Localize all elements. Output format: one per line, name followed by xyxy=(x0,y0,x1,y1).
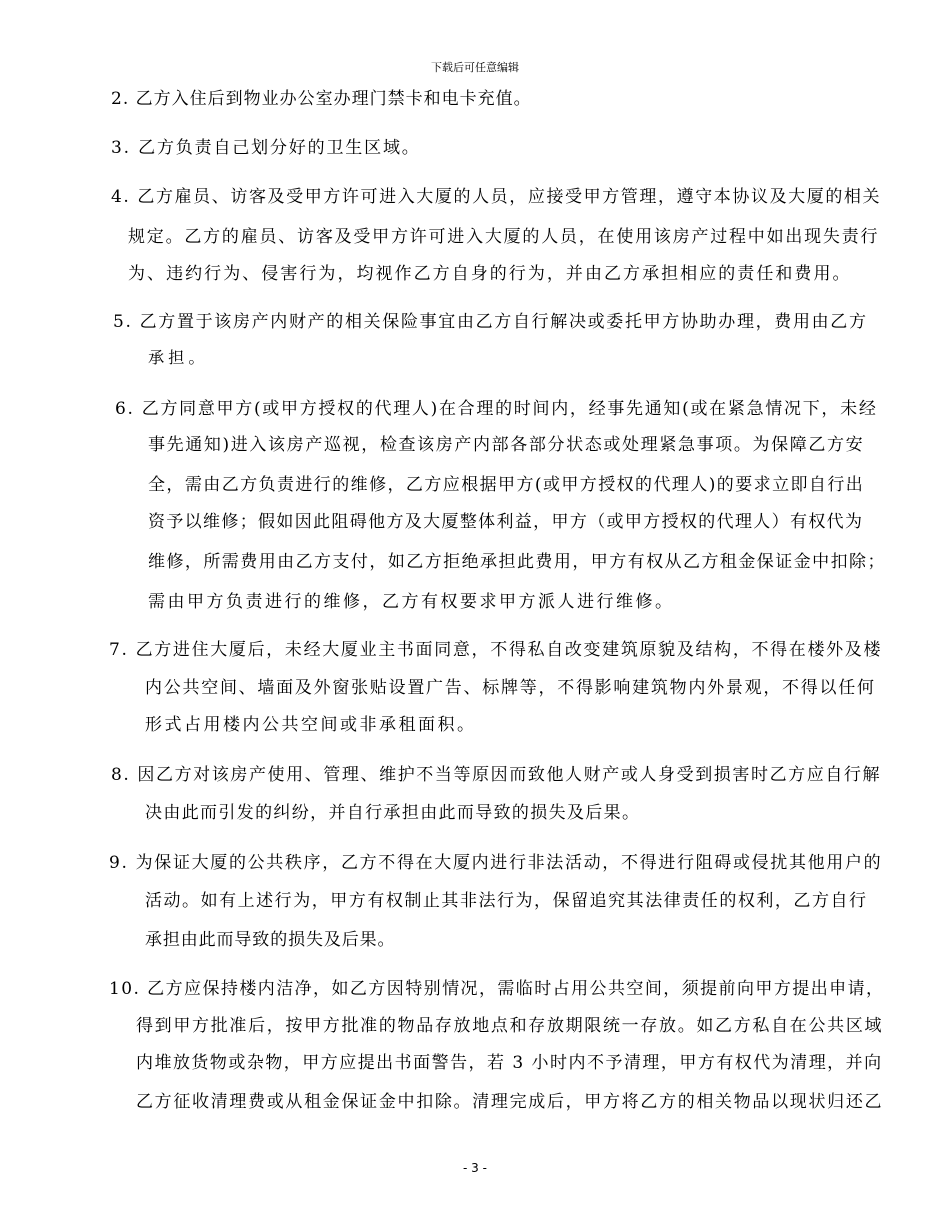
clause-10-line-2: 得到甲方批准后，按甲方批准的物品存放地点和存放期限统一存放。如乙方私自在公共区域 xyxy=(136,1016,884,1036)
clause-10-line-3: 内堆放货物或杂物，甲方应提出书面警告，若 3 小时内不予清理，甲方有权代为清理，并向 xyxy=(136,1053,883,1073)
clause-9-line-1: 9. 为保证大厦的公共秩序，乙方不得在大厦内进行非法活动，不得进行阻碍或侵扰其他用户的 xyxy=(109,853,883,873)
clause-5-line-2: 承担。 xyxy=(148,348,209,367)
clause-8-line-2: 决由此而引发的纠纷，并自行承担由此而导致的损失及后果。 xyxy=(145,803,641,823)
clause-6-line-3: 全，需由乙方负责进行的维修，乙方应根据甲方(或甲方授权的代理人)的要求立即自行出 xyxy=(148,475,865,495)
clause-8-line-1: 8. 因乙方对该房产使用、管理、维护不当等原因而致他人财产或人身受到损害时乙方应自行解 xyxy=(111,765,882,785)
clause-6-line-6: 需由甲方负责进行的维修，乙方有权要求甲方派人进行维修。 xyxy=(148,592,675,612)
clause-9-line-3: 承担由此而导致的损失及后果。 xyxy=(145,930,396,950)
clause-9-line-2: 活动。如有上述行为，甲方有权制止其非法行为，保留追究其法律责任的权利，乙方自行 xyxy=(145,891,868,911)
clause-2-line-1: 2. 乙方入住后到物业办公室办理门禁卡和电卡充值。 xyxy=(111,89,532,109)
page-header: 下载后可任意编辑 xyxy=(431,61,519,74)
clause-7-line-1: 7. 乙方进住大厦后，未经大厦业主书面同意，不得私自改变建筑原貌及结构，不得在楼外及楼 xyxy=(109,640,883,660)
clause-4-line-2: 规定。乙方的雇员、访客及受甲方许可进入大厦的人员，在使用该房产过程中如出现失责行 xyxy=(128,227,880,247)
clause-6-line-4: 资予以维修；假如因此阻碍他方及大厦整体利益，甲方（或甲方授权的代理人）有权代为 xyxy=(148,512,864,532)
page-number: - 3 - xyxy=(463,1161,487,1175)
clause-3-line-1: 3. 乙方负责自己划分好的卫生区域。 xyxy=(111,138,421,158)
clause-6-line-5: 维修，所需费用由乙方支付，如乙方拒绝承担此费用，甲方有权从乙方租金保证金中扣除； xyxy=(148,552,886,572)
clause-10-line-1: 10. 乙方应保持楼内洁净，如乙方因特别情况，需临时占用公共空间，须提前向甲方提出申请， xyxy=(109,979,885,999)
clause-10-line-4: 乙方征收清理费或从租金保证金中扣除。清理完成后，甲方将乙方的相关物品以现状归还乙 xyxy=(136,1092,884,1112)
clause-4-line-3: 为、违约行为、侵害行为，均视作乙方自身的行为，并由乙方承担相应的责任和费用。 xyxy=(128,264,852,284)
clause-7-line-3: 形式占用楼内公共空间或非承租面积。 xyxy=(145,715,477,735)
clause-6-line-1: 6. 乙方同意甲方(或甲方授权的代理人)在合理的时间内，经事先通知(或在紧急情况下，未经 xyxy=(115,399,878,419)
clause-6-line-2: 事先通知)进入该房产巡视，检查该房产内部各部分状态或处理紧急事项。为保障乙方安 xyxy=(148,435,865,455)
clause-7-line-2: 内公共空间、墙面及外窗张贴设置广告、标牌等，不得影响建筑物内外景观，不得以任何 xyxy=(145,678,876,698)
clause-4-line-1: 4. 乙方雇员、访客及受甲方许可进入大厦的人员，应接受甲方管理，遵守本协议及大厦的相关 xyxy=(111,187,882,207)
clause-5-line-1: 5. 乙方置于该房产内财产的相关保险事宜由乙方自行解决或委托甲方协助办理，费用由乙方 xyxy=(113,312,868,332)
